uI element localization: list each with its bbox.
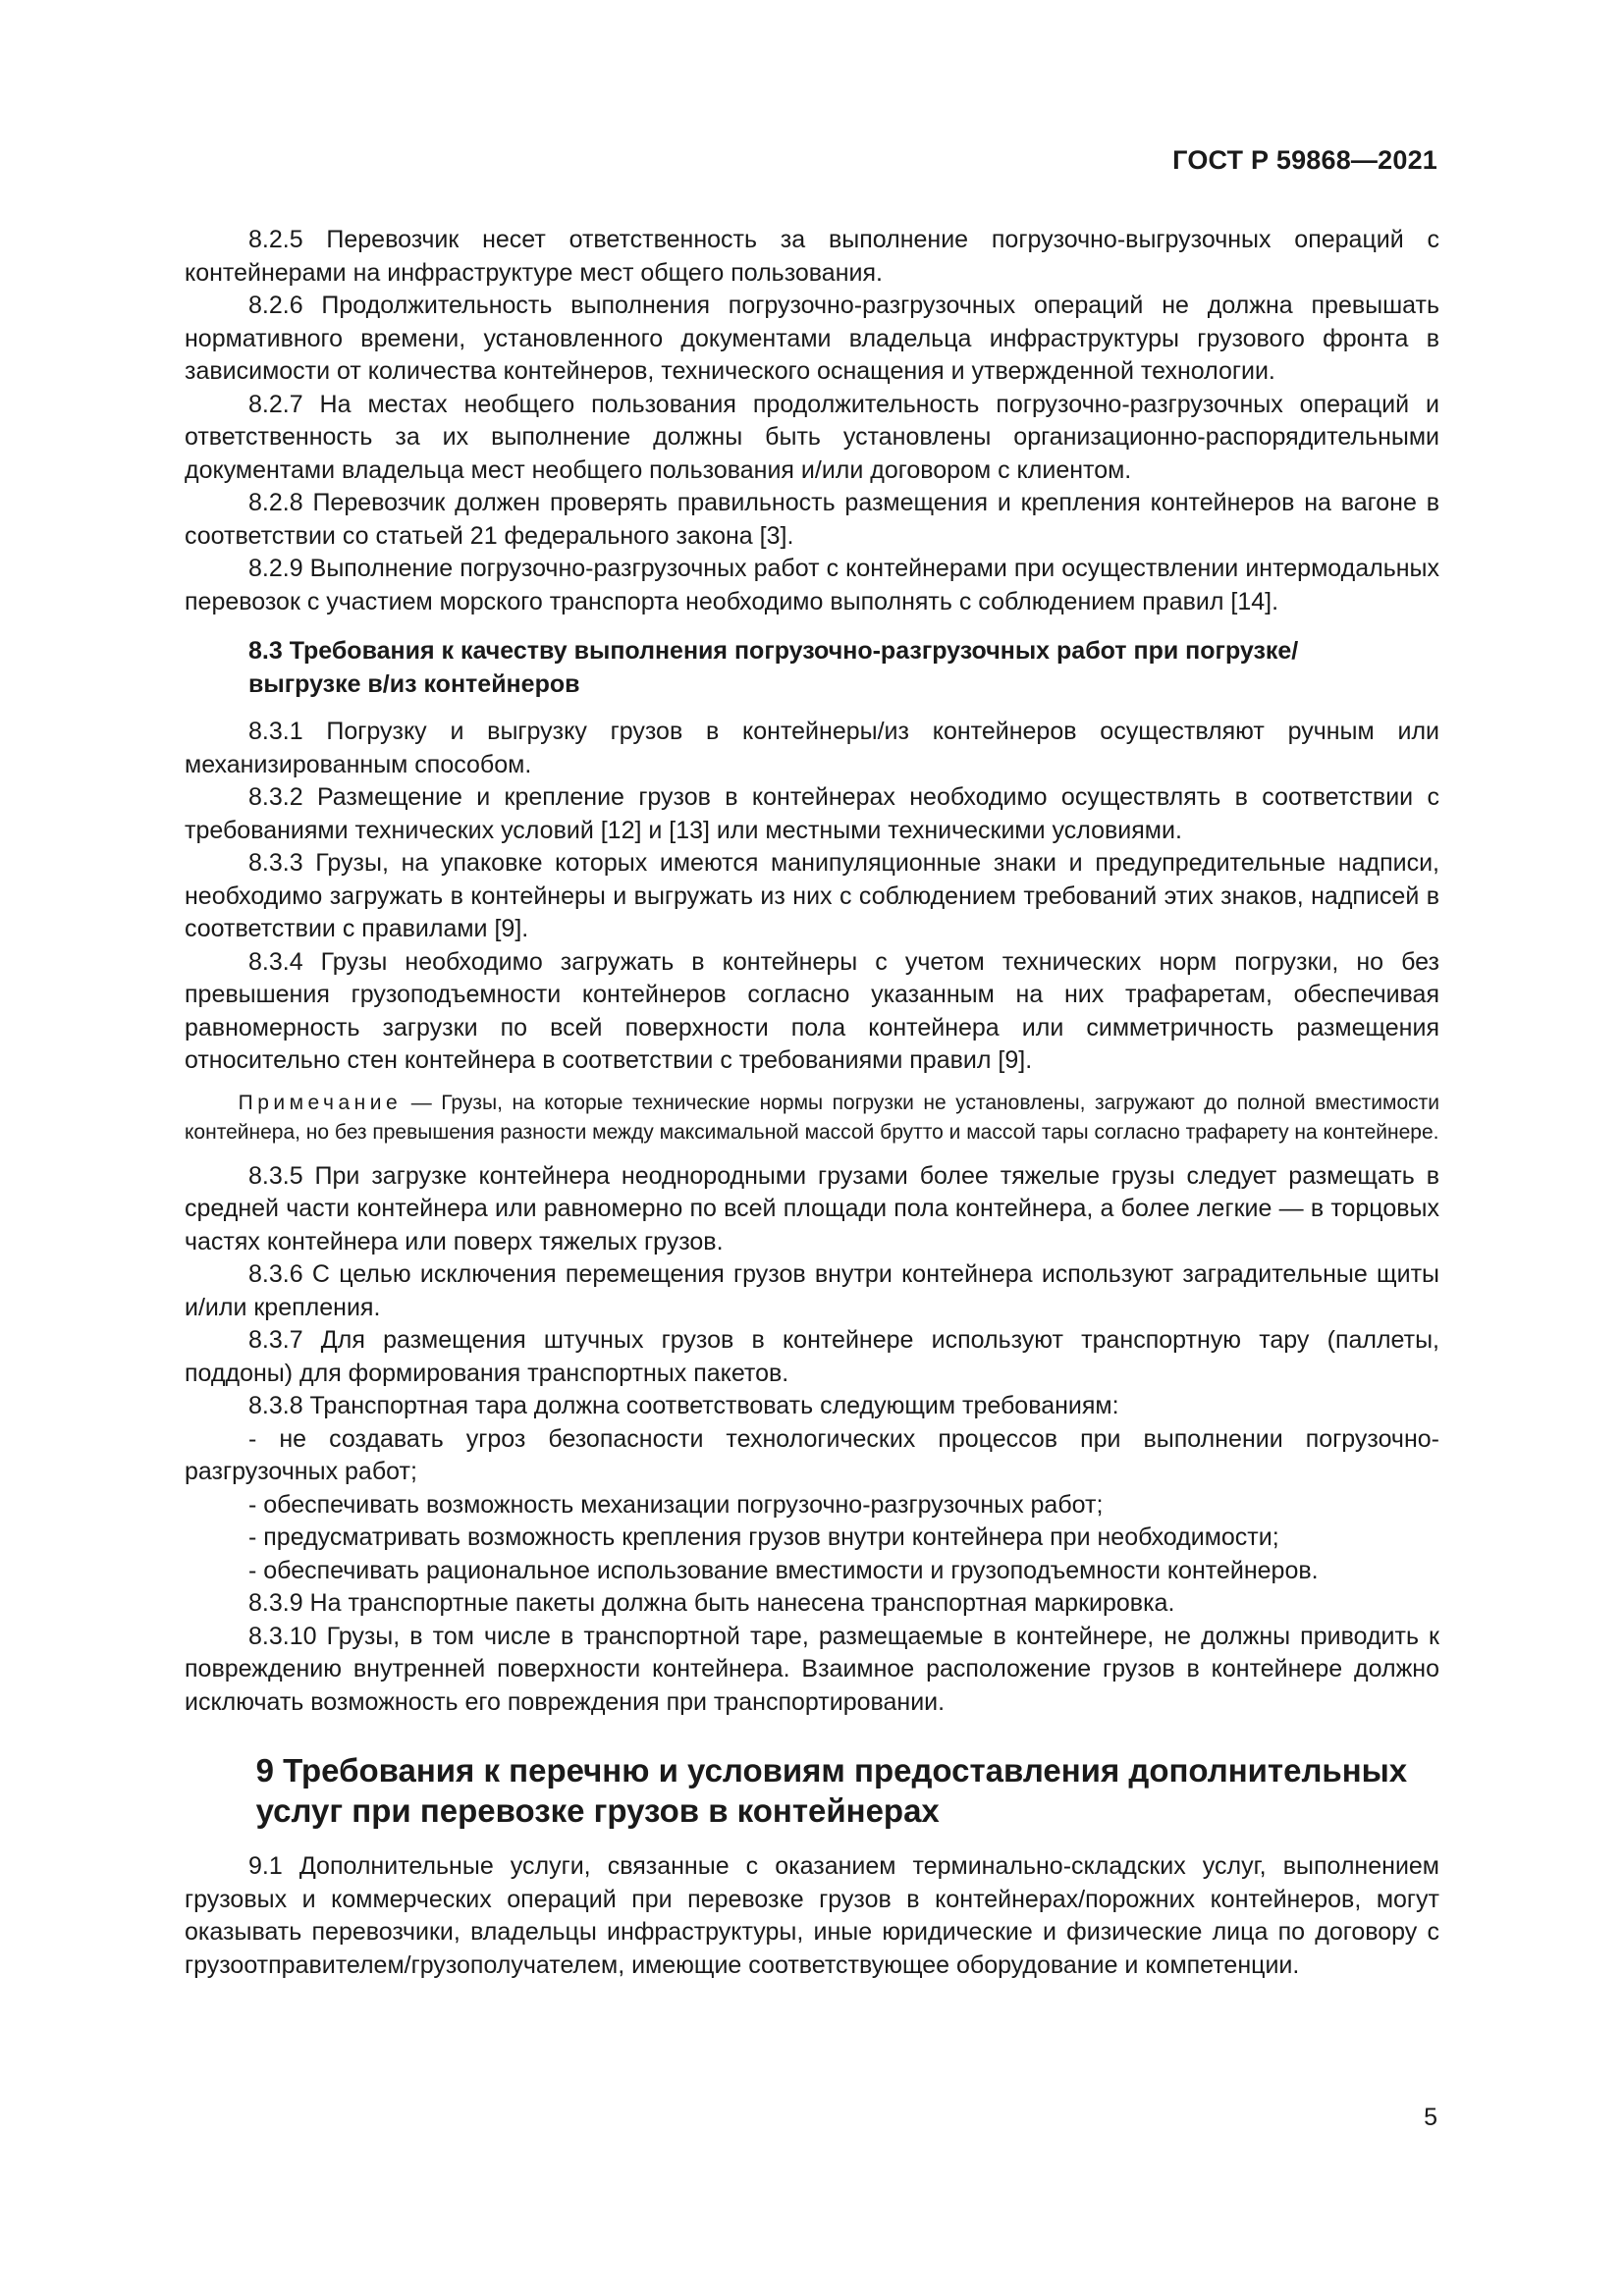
clause-8-2-7: 8.2.7 На местах необщего пользования продолжительность погрузочно-разгрузочных операций и ответственность за их выполнение должны быть установлены организационно-распорядительными документами владельца мест необщего пользования и/или договором с клиентом. — [185, 390, 1439, 484]
list-item: - не создавать угроз безопасности технологических процессов при выполнении погрузочно-разгрузочных работ; — [185, 1424, 1439, 1485]
standard-id: ГОСТ Р 59868—2021 — [1172, 145, 1437, 175]
note-dash: — — [402, 1091, 442, 1114]
note — [185, 1089, 1439, 1148]
subsection-heading-line-2: выгрузке в/из контейнеров — [248, 669, 580, 698]
note-label: Примечание — [238, 1091, 403, 1114]
clause-8-3-9: 8.3.9 На транспортные пакеты должна быть нанесена транспортная маркировка. — [248, 1589, 1175, 1617]
list-item: - предусматривать возможность крепления грузов внутри контейнера при необходимости; — [248, 1523, 1279, 1551]
list-item: - обеспечивать рациональное использование вместимости и грузоподъемности контейнеров. — [248, 1556, 1319, 1584]
clause-8-3-2: 8.3.2 Размещение и крепление грузов в контейнерах необходимо осуществлять в соответствии с требованиями технических условий [12] и [13] или местными техническими условиями. — [185, 783, 1439, 844]
subsection-heading-line-1: 8.3 Требования к качеству выполнения погрузочно-разгрузочных работ при погрузке/ — [248, 637, 1299, 665]
clause-8-3-5: 8.3.5 При загрузке контейнера неоднородными грузами более тяжелые грузы следует размещать в средней части контейнера или равномерно по всей площади пола контейнера, а более легкие — в торцовых частях контейнера или поверх тяжелых грузов. — [185, 1161, 1439, 1255]
note-text: Грузы, на которые технические нормы погрузки не установлены, загружают до полной вместимости контейнера, но без превышения разности между максимальной массой брутто и массой тары согласно трафарету на контейнере. — [185, 1091, 1440, 1144]
clause-8-3-7: 8.3.7 Для размещения штучных грузов в контейнере используют транспортную тару (паллеты, поддоны) для формирования транспортных пакетов. — [185, 1326, 1439, 1387]
clause-8-3-4: 8.3.4 Грузы необходимо загружать в контейнеры с учетом технических норм погрузки, но без превышения грузоподъемности контейнеров согласно указанным на них трафаретам, обеспечивая равномерность загрузки по всей поверхности пола контейнера или симметричность размещения относительно стен контейнера в соответствии с требованиями правил [9]. — [185, 947, 1439, 1074]
clause-8-3-1: 8.3.1 Погрузку и выгрузку грузов в контейнеры/из контейнеров осуществляют ручным или механизированным способом. — [185, 718, 1439, 778]
clause-8-2-5: 8.2.5 Перевозчик несет ответственность за выполнение погрузочно-выгрузочных операций с контейнерами на инфраструктуре мест общего пользования. — [185, 226, 1439, 287]
clause-8-2-6: 8.2.6 Продолжительность выполнения погрузочно-разгрузочных операций не должна превышать нормативного времени, установленного документами владельца инфраструктуры грузового фронта в зависимости от количества контейнеров, технического оснащения и утвержденной технологии. — [185, 292, 1439, 385]
clause-8-3-8: 8.3.8 Транспортная тара должна соответствовать следующим требованиям: — [248, 1392, 1119, 1419]
clause-8-3-3: 8.3.3 Грузы, на упаковке которых имеются манипуляционные знаки и предупредительные надписи, необходимо загружать в контейнеры и выгружать из них с соблюдением требований этих знаков, надписей в соответствии с правилами [9]. — [185, 849, 1439, 942]
clause-8-3-10: 8.3.10 Грузы, в том числе в транспортной таре, размещаемые в контейнере, не должны приводить к повреждению внутренней поверхности контейнера. Взаимное расположение грузов в контейнере должно исключать возможность его повреждения при транспортировании. — [185, 1622, 1439, 1716]
subsection-heading-8-3 — [185, 635, 1439, 701]
section-heading-9 — [185, 1750, 1439, 1831]
clause-9-1: 9.1 Дополнительные услуги, связанные с оказанием терминально-складских услуг, выполнением грузовых и коммерческих операций при перевозке грузов в контейнерах/порожних контейнеров, могут оказывать перевозчики, владельцы инфраструктуры, иные юридические и физические лица по договору с грузоотправителем/грузополучателем, имеющие соответствующее оборудование и компетенции. — [185, 1852, 1439, 1979]
clause-8-2-8: 8.2.8 Перевозчик должен проверять правильность размещения и крепления контейнеров на вагоне в соответствии со статьей 21 федерального закона [3]. — [185, 489, 1439, 550]
list-item: - обеспечивать возможность механизации погрузочно-разгрузочных работ; — [248, 1490, 1104, 1519]
section-heading-line-1: 9 Требования к перечню и условиям предоставления дополнительных — [255, 1752, 1408, 1789]
section-heading-line-2: услуг при перевозке грузов в контейнерах — [255, 1792, 940, 1829]
clause-8-3-6: 8.3.6 С целью исключения перемещения грузов внутри контейнера используют заградительные щиты и/или крепления. — [185, 1260, 1439, 1321]
document-body — [185, 224, 1439, 1982]
clause-8-2-9: 8.2.9 Выполнение погрузочно-разгрузочных работ с контейнерами при осуществлении интермодальных перевозок с участием морского транспорта необходимо выполнять с соблюдением правил [14]. — [185, 555, 1439, 615]
page-number: 5 — [1424, 2104, 1437, 2131]
